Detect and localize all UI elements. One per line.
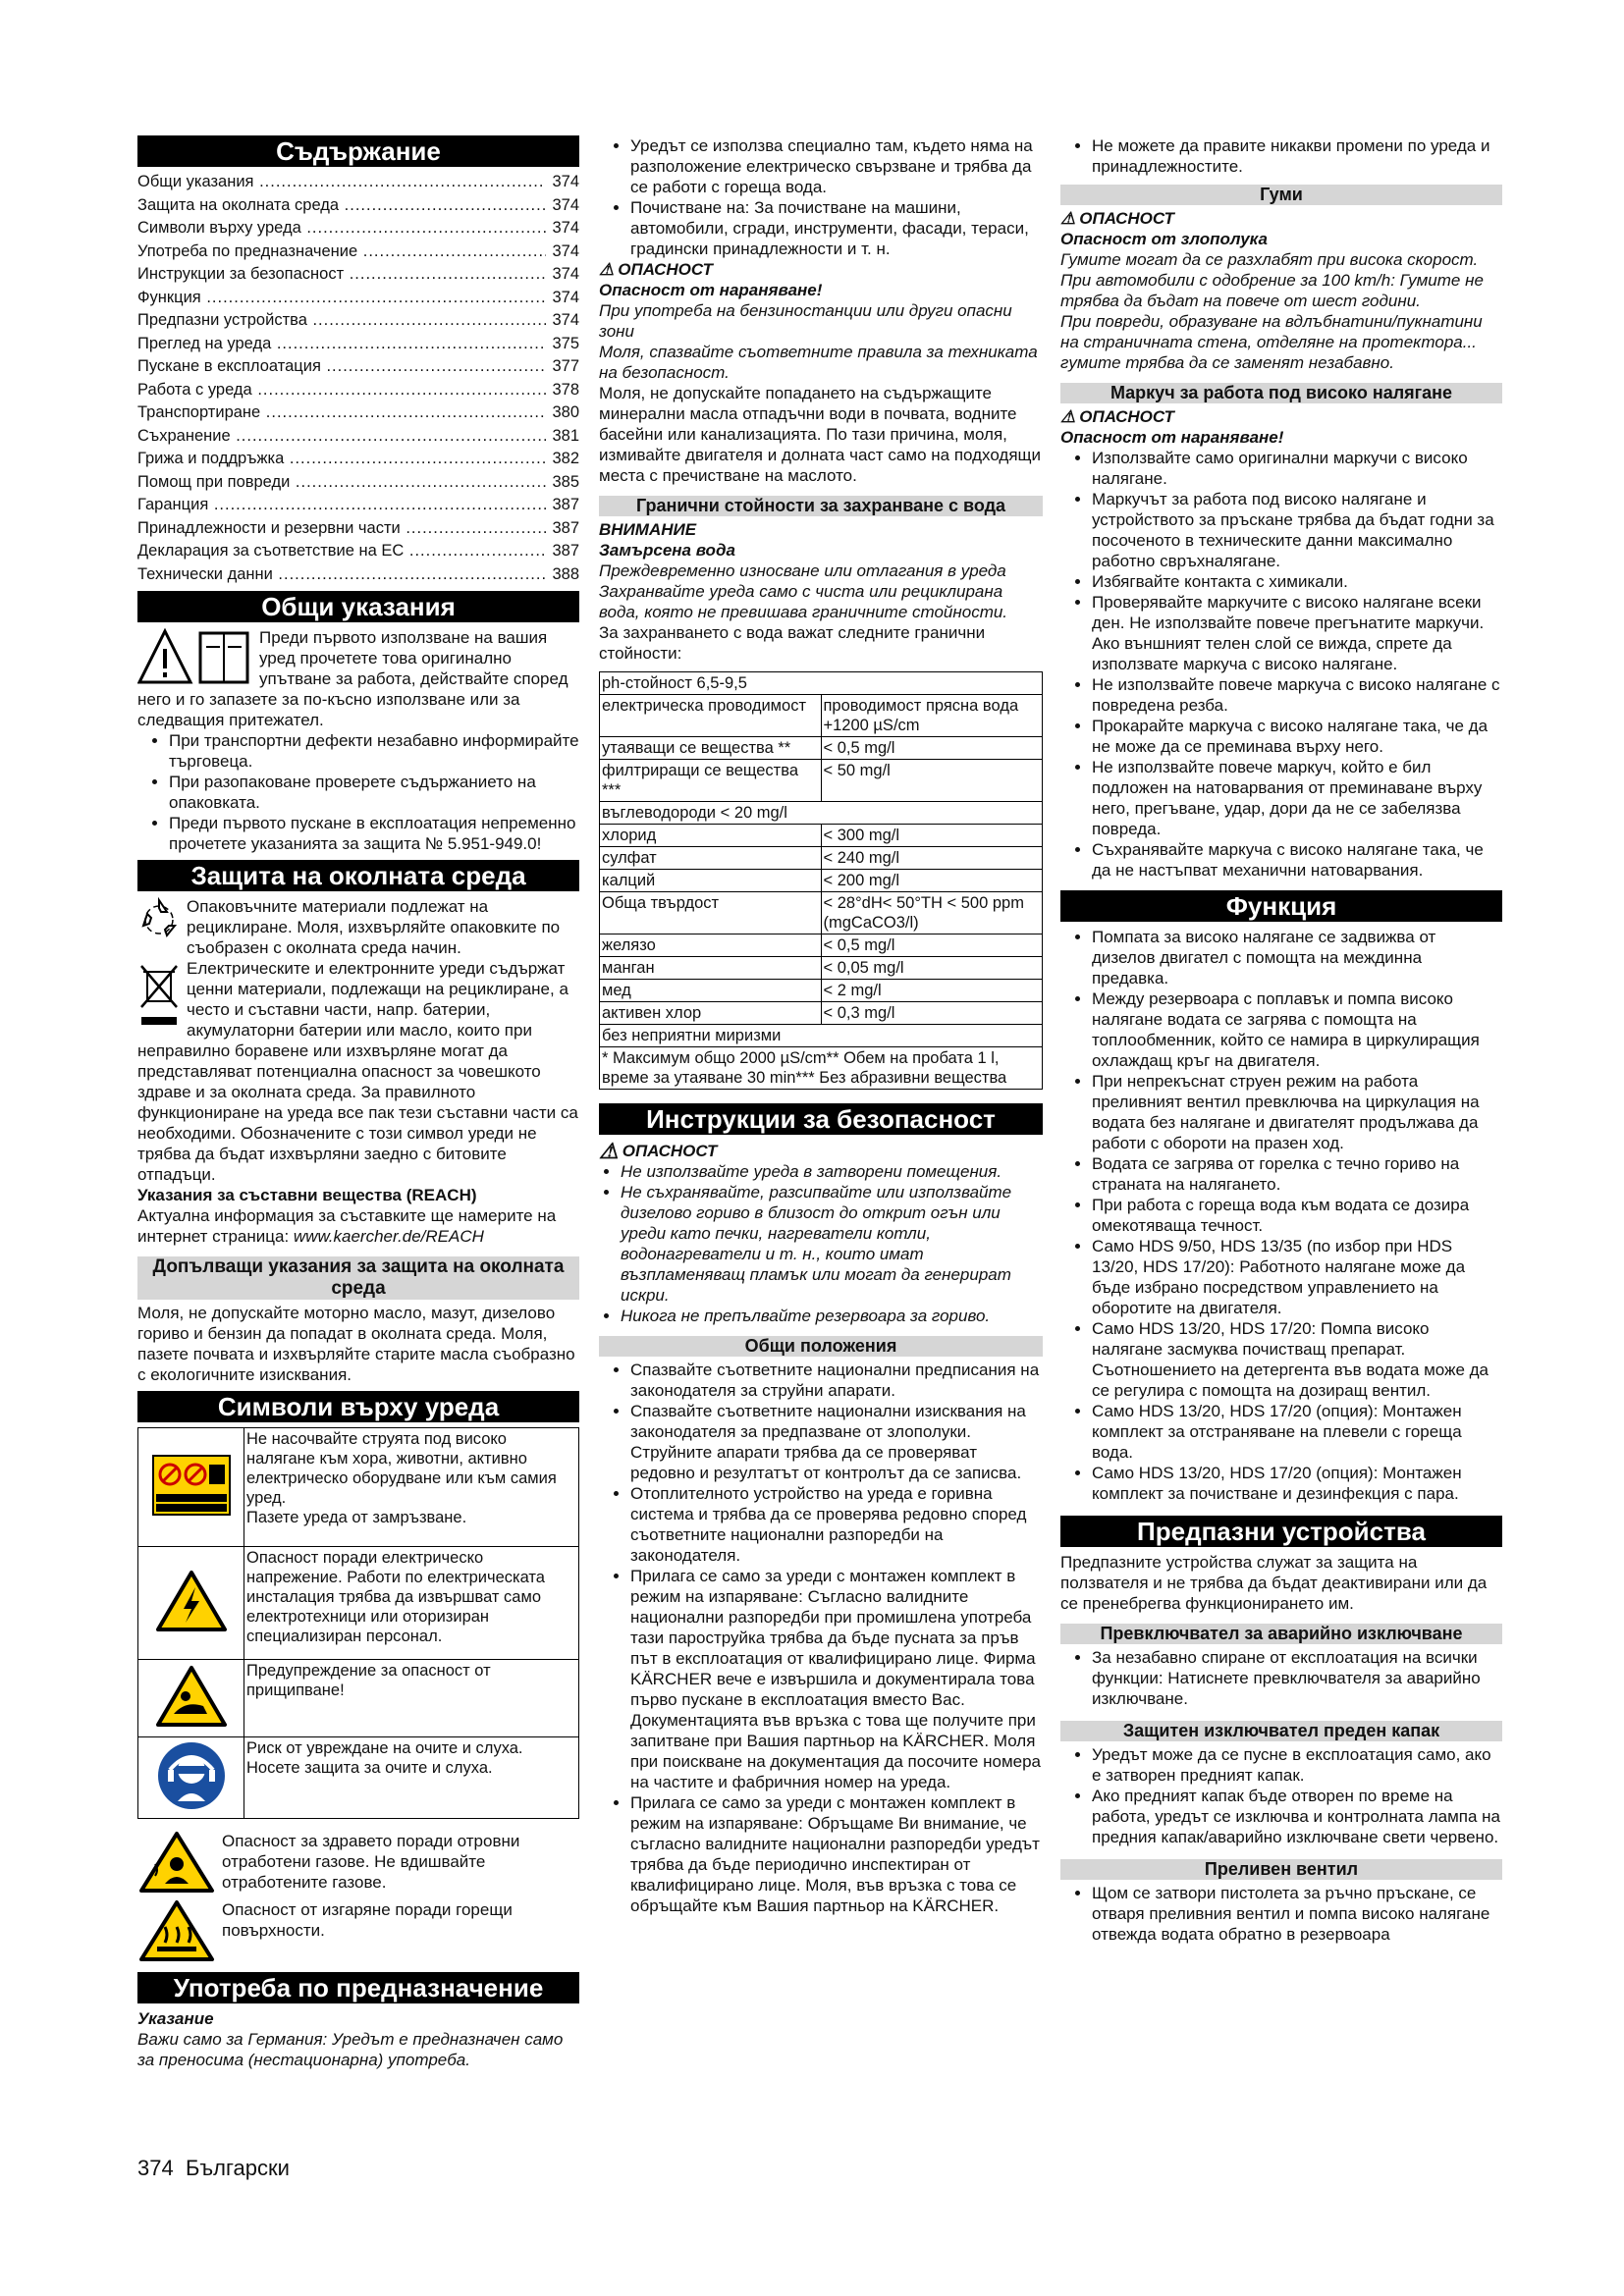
symbol-row [138,1660,579,1737]
safety-danger-label: ⚠ ОПАСНОСТ [599,1139,718,1163]
table-cell: < 0,05 mg/l [821,957,1043,980]
toc-entry[interactable] [137,495,579,518]
table-cell: мед [600,980,822,1002]
table-cell: < 0,5 mg/l [821,737,1043,760]
env-text-2: Електрическите и електронните уреди съдържат ценни материали, подлежащи на рециклиране, а често и съставни части, напр. батерии, акумулаторни батерии или масло, които при неправилно боравене или изхвърляне могат да представляват потенциална опасност за човешкото здраве и за околната среда. За правилното функциониране на уреда все пак тези съставни части са необходими. Обозначените с този символ уреди не трябва да бъдат изхвърляни заедно с битовите отпадъци. [137,959,578,1184]
toc-entry-page: 378 [552,380,579,399]
table-row [600,760,1043,802]
function-item: • Само HDS 13/20, HDS 17/20: Помпа високо налягане засмуква почистващ препарат. Съотношението на детергента във водата може да се регулира с помощта на дозиращ вентил. [1092,1318,1502,1401]
toc-entry-title: Функция ..... [137,288,546,311]
general-position-item: • Прилага се само за уреди с монтажен комплект в режим на изпаряване: Съгласно валидните национални разпоредби при промишлена употреба тази пароструйка трябва да бъде пусната за пръв път в експлоатация от квалифицирано лице. Фирма KÄRCHER вече е извършила и документирала това първо пускане в експлоатация вместо Вас. Документацията във връзка с това ще получите при запитване при Вашия партньор на KÄRCHER. Моля при поискване на документация да посочите номера на частите и фабричния номер на уреда. [630,1566,1043,1792]
cover-item: • Ако предният капак бъде отворен по време на работа, уредът се изключва и контролната лампа на предния капак/аварийно изключване свети червено. [1092,1786,1502,1847]
general-position-item: • Спазвайте съответните национални предписания на законодателя за струйни апарати. [630,1360,1043,1401]
safety-danger-list [599,1161,1043,1326]
table-cell: < 240 mg/l [821,847,1043,870]
symbol-text: Риск от увреждане на очите и слуха. Носете защита за очите и слуха. [244,1737,579,1819]
danger-text-2: Моля, спазвайте съответните правила за техниката на безопасност. [599,343,1038,382]
note-text: Важи само за Германия: Уредът е предназначен само за преносима (нестационарна) употреба. [137,2030,564,2069]
toc-entry-page: 374 [552,265,579,283]
toc-entry[interactable] [137,172,579,195]
hot-surface-text: Опасност от изгаряне поради горещи повърхности. [222,1900,513,1940]
hose-item: • Не използвайте повече маркуча с високо налягане с повредена резба. [1092,674,1502,716]
table-cell: * Максимум общо 2000 µS/cm** Обем на пробата 1 l, време за утаяване 30 min*** Без абразивни вещества [600,1047,1043,1090]
recycle-icon [137,896,181,939]
toc-entry[interactable] [137,264,579,288]
table-cell: хлорид [600,825,822,847]
toc-entry[interactable] [137,564,579,588]
general-intro-block [137,627,579,730]
toxic-gas-text: Опасност за здравето поради отровни отработени газове. Не вдишвайте отработените газове. [222,1832,520,1892]
toc-list [137,172,579,587]
function-item: • При непрекъснат струен режим на работа преливният вентил превключва на циркулация на водата без налягане и двигателят продължава да работи с обороти на празен ход. [1092,1071,1502,1153]
hose-list [1060,448,1502,881]
danger-text: При употреба на бензиностанции или други опасни зони [599,301,1012,341]
table-row [600,980,1043,1002]
toc-entry[interactable] [137,241,579,265]
table-cell: проводимост прясна вода +1200 µS/cm [821,695,1043,737]
warning-triangle-icon: ⚠ [599,260,615,279]
warning-triangle-icon: ⚠ [599,1139,619,1163]
caution-label: ВНИМАНИЕ [599,520,697,539]
toc-entry[interactable] [137,288,579,311]
tyres-danger-label: ⚠ ОПАСНОСТ [1060,209,1174,228]
overflow-item: • Щом се затвори пистолета за ръчно пръскане, се отваря преливния вентил и помпа високо налягане отвежда водата обратно в резервоара [1092,1883,1502,1945]
hose-item: • Избягвайте контакта с химикали. [1092,571,1502,592]
table-row [600,847,1043,870]
general-item: • При транспортни дефекти незабавно информирайте търговеца. [169,730,579,772]
toc-entry[interactable] [137,449,579,472]
function-heading: Функция [1060,890,1502,922]
toc-entry-title: Помощ при повреди ..... [137,472,546,496]
symbol-icon-cell [138,1660,244,1737]
intended-use-item: • Уредът се използва специално там, където няма на разположение електрическо свързване и трябва да се работи с гореща вода. [630,135,1043,197]
general-positions-cont-list [1060,135,1502,177]
toc-entry-page: 374 [552,173,579,190]
table-row [600,825,1043,847]
safety-danger-item: • Не използвайте уреда в затворени помещения. [621,1161,1043,1182]
tyres-sub: Опасност от злополука [1060,230,1268,248]
electric-hazard-icon [156,1570,227,1632]
toc-entry-title: Инструкции за безопасност ..... [137,264,546,288]
toc-entry[interactable] [137,472,579,496]
table-row [600,1002,1043,1025]
table-cell: < 300 mg/l [821,825,1043,847]
toc-entry-title: Общи указания ..... [137,172,546,195]
table-row [600,892,1043,934]
hose-sub: Опасност от нараняване! [1060,428,1284,447]
symbol-icon-cell [138,1737,244,1819]
safety-heading: Инструкции за безопасност [599,1103,1043,1135]
table-row [600,802,1043,825]
general-item: • Преди първото пускане в експлоатация непременно прочетете указанията за защита № 5.951-949.0! [169,813,579,854]
footer-language: Български [185,2156,290,2180]
table-row [600,737,1043,760]
symbol-row [138,1737,579,1819]
toc-entry-title: Символи върху уреда ..... [137,218,546,241]
symbol-text: Не насочвайте струята под високо налягане към хора, животни, активно електрическо оборудване или към самия уред. Пазете уреда от замръзване. [244,1428,579,1547]
function-item: • Водата се загрява от горелка с течно гориво на страната на налягането. [1092,1153,1502,1195]
hose-item: • Съхранявайте маркуча с високо налягане така, че да не настъпват механични натоварвания. [1092,839,1502,881]
read-manual-icon [137,627,253,688]
table-row [600,957,1043,980]
toc-entry-page: 374 [552,288,579,306]
toc-entry-title: Работа с уреда ..... [137,380,546,403]
table-cell: въглеводороди < 20 mg/l [600,802,1043,825]
danger-label: ⚠ ОПАСНОСТ [599,260,713,279]
general-position-item: • Отоплителното устройство на уреда е горивна система и трябва да се проверява редовно според съответните национални разпоредби на законодателя. [630,1483,1043,1566]
symbol-icon-cell [138,1428,244,1547]
toc-entry-page: 387 [552,496,579,513]
general-heading: Общи указания [137,591,579,622]
toc-entry-title: Грижа и поддръжка ..... [137,449,546,472]
toc-entry-title: Предпазни устройства ..... [137,310,546,334]
overflow-list [1060,1883,1502,1945]
toc-entry-page: 377 [552,357,579,375]
protective-heading: Предпазни устройства [1060,1516,1502,1547]
general-position-item: • Прилага се само за уреди с монтажен комплект в режим на изпаряване: Обръщаме Ви внимание, че съгласно валидните национални разпоредби уредът трябва да бъде периодично инспектиран от квалифицирано лице. Моля, във връзка с това се обръщайте към Вашия партньор на KÄRCHER. [630,1792,1043,1916]
toc-entry-page: 387 [552,518,579,537]
env-sub-text: Моля, не допускайте моторно масло, мазут, дизелово гориво и бензин да попадат в околната среда. Моля, пазете почвата и изхвърляйте старите масла съобразно с екологичните изисквания. [137,1304,575,1384]
toc-entry[interactable] [137,541,579,564]
function-item: • Помпата за високо налягане се задвижва от дизелов двигател с помощта на междинна предавка. [1092,927,1502,988]
toc-heading: Съдържание [137,135,579,167]
function-list [1060,927,1502,1504]
intended-use-list [599,135,1043,259]
table-cell: сулфат [600,847,822,870]
tyres-heading: Гуми [1060,185,1502,205]
symbol-icon-cell [138,1547,244,1660]
toxic-gas-icon [137,1831,216,1894]
hose-item: • Използвайте само оригинални маркучи с високо налягане. [1092,448,1502,489]
cover-heading: Защитен изключвател преден капак [1060,1721,1502,1741]
toc-entry[interactable] [137,380,579,403]
symbols-heading: Символи върху уреда [137,1391,579,1422]
hose-item: • Маркучът за работа под високо налягане и устройството за пръскане трябва да бъдат годни за посоченото в техническите данни максимално работно свръхналягане. [1092,489,1502,571]
hot-surface-icon [137,1899,216,1962]
toc-entry-page: 380 [552,403,579,421]
table-cell: манган [600,957,822,980]
note-label: Указание [137,2009,214,2028]
toc-entry-title: Съхранение ..... [137,426,546,450]
symbols-table [137,1427,579,1819]
symbol-row [138,1547,579,1660]
tyres-text: Гумите могат да се разхлабят при висока скорост. При автомобили с одобрение за 100 km/h: Гумите не трябва да бъдат на повече от шест години. При повреди, образуване на вдлъбнатини/пукнатини на страничната стена, отделяне на протектора... гумите трябва да се заменят незабавно. [1060,250,1484,372]
reach-link[interactable]: www.kaercher.de/REACH [293,1227,484,1246]
hose-item: • Прокарайте маркуча с високо налягане така, че да не може да се преминава върху него. [1092,716,1502,757]
symbol-row [138,1428,579,1547]
toc-entry-title: Употреба по предназначение ..... [137,241,546,265]
table-row [600,1025,1043,1047]
toc-entry-page: 374 [552,195,579,214]
env-sub-heading: Допълващи указания за защита на околната среда [137,1256,579,1300]
hose-item: • Проверявайте маркучите с високо налягане всеки ден. Не използвайте повече прегънатите маркучи. Ако външният телен слой се вижда, спрете да използвате маркуча с високо налягане. [1092,592,1502,674]
hose-heading: Маркуч за работа под високо налягане [1060,383,1502,403]
function-item: • Само HDS 9/50, HDS 13/35 (по избор при HDS 13/20, HDS 17/20): Работното налягане може да бъде избрано посредством управлението на оборотите на двигателя. [1092,1236,1502,1318]
table-row [600,672,1043,695]
toc-entry[interactable] [137,426,579,450]
toc-entry-page: 374 [552,311,579,329]
table-cell: активен хлор [600,1002,822,1025]
toc-entry[interactable] [137,356,579,380]
cover-list [1060,1744,1502,1847]
estop-item: • За незабавно спиране от експлоатация на всички функции: Натиснете превключвателя за аварийно изключване. [1092,1647,1502,1709]
hot-surface-row [137,1899,579,1962]
column-left [137,135,579,2070]
water-limits-text: За захранването с вода важат следните гранични стойности: [599,623,986,663]
safety-danger-item: • Не съхранявайте, разсипвайте или използвайте дизелово гориво в близост до открит огън или уреди като печки, нагреватели котли, водонагреватели и т. н., които имат възпламеняващ пламък или могат да генерират искри. [621,1182,1043,1306]
table-cell: калций [600,870,822,892]
table-cell: утаяващи се вещества ** [600,737,822,760]
table-cell: < 2 mg/l [821,980,1043,1002]
function-item: • При работа с гореща вода към водата се дозира омекотяваща течност. [1092,1195,1502,1236]
cover-item: • Уредът може да се пусне в експлоатация само, ако е затворен предният капак. [1092,1744,1502,1786]
toc-entry-page: 375 [552,334,579,352]
table-row [600,934,1043,957]
toc-entry[interactable] [137,218,579,241]
intended-use-heading: Употреба по предназначение [137,1972,579,2003]
weee-bin-icon [137,962,181,1031]
hose-item: • Не използвайте повече маркуч, който е бил подложен на натоварвания от преминаване върху него, прегъване, удар, дори да не се забелязва повреда. [1092,757,1502,839]
toc-entry-title: Защита на околната среда ..... [137,195,546,219]
env-block-2 [137,958,579,1185]
general-intro: Преди първото използване на вашия уред прочетете това оригинално упътване за работа, действайте според него и го запазете за по-късно използване или за следващия притежател. [137,628,568,729]
environment-heading: Защита на околната среда [137,860,579,891]
page-footer [137,2158,290,2178]
toc-entry-title: Принадлежности и резервни части ..... [137,518,546,542]
table-cell: < 28°dH< 50°TH < 500 ppm (mgCaCO3/l) [821,892,1043,934]
toc-entry-page: 374 [552,241,579,260]
overflow-heading: Преливен вентил [1060,1859,1502,1880]
toc-entry-page: 388 [552,564,579,583]
toc-entry-title: Декларация за съответствие на ЕС ..... [137,541,546,564]
intended-use-text: Моля, не допускайте попадането на съдържащите минерални масла отпадъчни води в почвата, водните басейни или канализацията. По тази причина, моля, измивайте двигателя и долната част само на подходящи места с пречистване на маслото. [599,384,1042,485]
reach-text: Актуална информация за съставките ще намерите на интернет страница: www.kaercher.de/REACH [137,1206,557,1246]
table-cell: електрическа проводимост [600,695,822,737]
toc-entry[interactable] [137,334,579,357]
warning-triangle-icon: ⚠ [1060,209,1076,228]
toc-entry[interactable] [137,310,579,334]
toc-entry[interactable] [137,402,579,426]
table-row [600,1047,1043,1090]
general-list [137,730,579,854]
symbol-text: Предупреждение за опасност от прищипване! [244,1660,579,1737]
no-spray-at-people-icon [152,1455,231,1516]
table-cell: Обща твърдост [600,892,822,934]
table-cell: < 0,3 mg/l [821,1002,1043,1025]
toc-entry[interactable] [137,518,579,542]
toc-entry-page: 387 [552,542,579,560]
page-number: 374 [137,2156,174,2180]
reach-title: Указания за съставни вещества (REACH) [137,1186,477,1204]
toc-entry-title: Транспортиране ..... [137,402,546,426]
env-block-1 [137,896,579,958]
water-limits-table [599,671,1043,1090]
toc-entry-page: 385 [552,472,579,491]
water-limits-heading: Гранични стойности за захранване с вода [599,496,1043,516]
estop-heading: Превключвател за аварийно изключване [1060,1624,1502,1644]
warning-triangle-icon: ⚠ [1060,407,1076,426]
table-cell: филтриращи се вещества *** [600,760,822,802]
caution-title: Замърсена вода [599,541,735,560]
safety-danger-item: • Никога не препълвайте резервоара за гориво. [621,1306,1043,1326]
general-position-item: • Спазвайте съответните национални изисквания на законодателя за предпазване от злополуки. Струйните апарати трябва да се проверяват редовно и резултатът от контролът да се записва. [630,1401,1043,1483]
toc-entry-page: 381 [552,426,579,445]
table-row [600,870,1043,892]
table-cell: < 0,5 mg/l [821,934,1043,957]
function-item: • Само HDS 13/20, HDS 17/20 (опция): Монтажен комплект за отстраняване на плевели с гореща вода. [1092,1401,1502,1463]
toc-entry[interactable] [137,195,579,219]
toc-entry-page: 382 [552,450,579,467]
function-item: • Между резервоара с поплавък и помпа високо налягане водата се загрява с помощта на топлообменник, който се намира в циркулиращия охлаждащ кръг на двигателя. [1092,988,1502,1071]
table-cell: < 50 mg/l [821,760,1043,802]
danger-title: Опасност от нараняване! [599,281,823,299]
eye-ear-protection-icon [156,1740,227,1811]
table-cell: < 200 mg/l [821,870,1043,892]
function-item: • Само HDS 13/20, HDS 17/20 (опция): Монтажен комплект за почистване и дезинфекция с пара. [1092,1463,1502,1504]
intended-use-item: • Почистване на: За почистване на машини, автомобили, сгради, инструменти, фасади, тераси, градински принадлежности и т. н. [630,197,1043,259]
general-positions-heading: Общи положения [599,1336,1043,1357]
table-cell: без неприятни миризми [600,1025,1043,1047]
caution-text: Преждевременно износване или отлагания в уреда Захранвайте уреда само с чиста или рециклирана вода, която не превишава граничните стойности. [599,561,1008,621]
column-right [1060,135,1502,1945]
general-item: • При разопаковане проверете съдържанието на опаковката. [169,772,579,813]
general-positions-list [599,1360,1043,1916]
table-cell: желязо [600,934,822,957]
toc-entry-title: Преглед на уреда ..... [137,334,546,357]
general-position-item: • Не можете да правите никакви промени по уреда и принадлежностите. [1092,135,1502,177]
symbol-text: Опасност поради електрическо напрежение. Работи по електрическата инсталация трябва да извършват само електротехници или оторизиран специализиран персонал. [244,1547,579,1660]
pinch-hazard-icon [156,1665,227,1728]
column-middle [599,135,1043,1916]
toxic-gas-row [137,1831,579,1894]
env-text-1: Опаковъчните материали подлежат на рециклиране. Моля, изхвърляйте опаковките по съобразен с околната среда начин. [187,897,561,957]
toc-entry-page: 374 [552,219,579,237]
toc-entry-title: Технически данни ..... [137,564,546,588]
toc-entry-title: Гаранция ..... [137,495,546,518]
table-row [600,695,1043,737]
protective-text: Предпазните устройства служат за защита на ползвателя и не трябва да бъдат деактивирани или да се пренебрегва функционирането им. [1060,1553,1488,1613]
estop-list [1060,1647,1502,1709]
table-cell: ph-стойност 6,5-9,5 [600,672,1043,695]
hose-danger-label: ⚠ ОПАСНОСТ [1060,407,1174,426]
toc-entry-title: Пускане в експлоатация ..... [137,356,546,380]
